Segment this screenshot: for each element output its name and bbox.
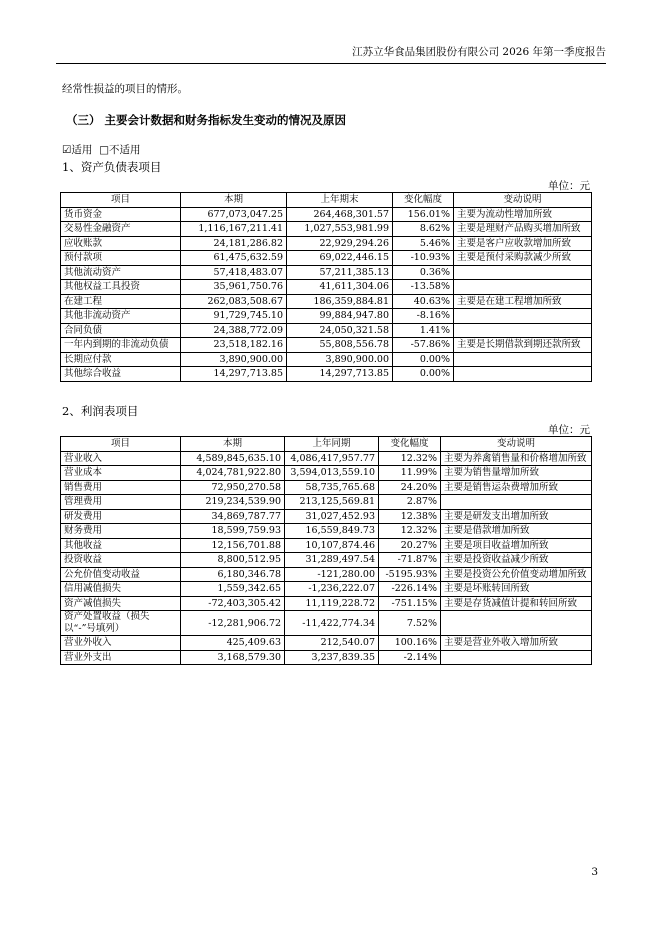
- item-cell: 应收账款: [61, 236, 181, 251]
- change-rate-cell: -226.14%: [379, 582, 441, 597]
- prior-value-cell: 3,890,900.00: [287, 352, 393, 367]
- change-rate-cell: 0.36%: [393, 265, 454, 280]
- table-row: [61, 495, 592, 510]
- item-cell: 资产减值损失: [61, 596, 181, 611]
- item-cell: 交易性金融资产: [61, 222, 181, 237]
- change-rate-cell: 40.63%: [393, 294, 454, 309]
- item-cell: 在建工程: [61, 294, 181, 309]
- change-rate-cell: -71.87%: [379, 553, 441, 568]
- table-row: [61, 338, 592, 353]
- prior-value-cell: 1,027,553,981.99: [287, 222, 393, 237]
- prior-value-cell: 213,125,569.81: [285, 495, 379, 510]
- explanation-cell: [441, 611, 592, 636]
- prior-value-cell: 58,735,765.68: [285, 480, 379, 495]
- table-row: [61, 309, 592, 324]
- explanation-cell: 主要是坏账转回所致: [441, 582, 592, 597]
- change-rate-cell: -8.16%: [393, 309, 454, 324]
- change-rate-cell: 100.16%: [379, 636, 441, 651]
- explanation-cell: 主要为销售量增加所致: [441, 466, 592, 481]
- explanation-cell: 主要是研发支出增加所致: [441, 509, 592, 524]
- change-rate-cell: 0.00%: [393, 367, 454, 382]
- change-rate-cell: 20.27%: [379, 538, 441, 553]
- current-value-cell: -72,403,305.42: [181, 596, 285, 611]
- item-cell: 研发费用: [61, 509, 181, 524]
- current-value-cell: 12,156,701.88: [181, 538, 285, 553]
- table-row: [61, 650, 592, 665]
- current-value-cell: 6,180,346.78: [181, 567, 285, 582]
- change-rate-cell: 0.00%: [393, 352, 454, 367]
- current-value-cell: -12,281,906.72: [181, 611, 285, 636]
- item-cell: 预付款项: [61, 251, 181, 266]
- current-value-cell: 677,073,047.25: [181, 207, 287, 222]
- item-cell: 长期应付款: [61, 352, 181, 367]
- current-value-cell: 3,168,579.30: [181, 650, 285, 665]
- column-header: 项目: [61, 437, 181, 452]
- change-rate-cell: -751.15%: [379, 596, 441, 611]
- current-value-cell: 8,800,512.95: [181, 553, 285, 568]
- current-value-cell: 61,475,632.59: [181, 251, 287, 266]
- item-cell: 营业外支出: [61, 650, 181, 665]
- current-value-cell: 3,890,900.00: [181, 352, 287, 367]
- change-rate-cell: 12.32%: [379, 451, 441, 466]
- item-cell: 合同负债: [61, 323, 181, 338]
- table-row: [61, 553, 592, 568]
- explanation-cell: [454, 265, 592, 280]
- explanation-cell: 主要是预付采购款减少所致: [454, 251, 592, 266]
- applicable-option: ☑适用: [62, 144, 93, 156]
- prior-value-cell: 3,594,013,559.10: [285, 466, 379, 481]
- explanation-cell: 主要是销售运杂费增加所致: [441, 480, 592, 495]
- item-cell: 其他收益: [61, 538, 181, 553]
- item-cell: 财务费用: [61, 524, 181, 539]
- change-rate-cell: 1.41%: [393, 323, 454, 338]
- current-value-cell: 34,869,787.77: [181, 509, 285, 524]
- table-row: [61, 207, 592, 222]
- table-row: [61, 451, 592, 466]
- prior-value-cell: -11,422,774.34: [285, 611, 379, 636]
- explanation-cell: 主要是借款增加所致: [441, 524, 592, 539]
- income-statement-table: [60, 436, 592, 665]
- change-rate-cell: -57.86%: [393, 338, 454, 353]
- explanation-cell: 主要是投资公允价值变动增加所致: [441, 567, 592, 582]
- prior-value-cell: 4,086,417,957.77: [285, 451, 379, 466]
- explanation-cell: [454, 367, 592, 382]
- prior-value-cell: 212,540.07: [285, 636, 379, 651]
- explanation-cell: [454, 323, 592, 338]
- explanation-cell: 主要是投资收益减少所致: [441, 553, 592, 568]
- prior-value-cell: 24,050,321.58: [287, 323, 393, 338]
- prior-value-cell: 10,107,874.46: [285, 538, 379, 553]
- column-header: 变化幅度: [393, 193, 454, 208]
- change-rate-cell: -10.93%: [393, 251, 454, 266]
- item-cell: 其他非流动资产: [61, 309, 181, 324]
- current-value-cell: 1,116,167,211.41: [181, 222, 287, 237]
- prior-value-cell: 186,359,884.81: [287, 294, 393, 309]
- current-value-cell: 425,409.63: [181, 636, 285, 651]
- item-cell: 销售费用: [61, 480, 181, 495]
- table-row: [61, 367, 592, 382]
- item-cell: 信用减值损失: [61, 582, 181, 597]
- item-cell: 管理费用: [61, 495, 181, 510]
- not-applicable-option: □不适用: [99, 144, 141, 156]
- change-rate-cell: 12.38%: [379, 509, 441, 524]
- prior-value-cell: 41,611,304.06: [287, 280, 393, 295]
- current-value-cell: 23,518,182.16: [181, 338, 287, 353]
- column-header: 本期: [181, 193, 287, 208]
- prior-value-cell: 55,808,556.78: [287, 338, 393, 353]
- table-row: [61, 596, 592, 611]
- balance-title: 1、资产负债表项目: [62, 160, 162, 174]
- prior-value-cell: 57,211,385.13: [287, 265, 393, 280]
- change-rate-cell: 11.99%: [379, 466, 441, 481]
- change-rate-cell: 24.20%: [379, 480, 441, 495]
- prior-value-cell: 264,468,301.57: [287, 207, 393, 222]
- column-header: 本期: [181, 437, 285, 452]
- explanation-cell: [454, 352, 592, 367]
- current-value-cell: 24,181,286.82: [181, 236, 287, 251]
- table-row: [61, 294, 592, 309]
- change-rate-cell: 5.46%: [393, 236, 454, 251]
- current-value-cell: 4,589,845,635.10: [181, 451, 285, 466]
- prior-value-cell: 99,884,947.80: [287, 309, 393, 324]
- explanation-cell: 主要是理财产品购买增加所致: [454, 222, 592, 237]
- item-cell: 一年内到期的非流动负债: [61, 338, 181, 353]
- current-value-cell: 35,961,750.76: [181, 280, 287, 295]
- current-value-cell: 18,599,759.93: [181, 524, 285, 539]
- item-cell: 其他综合收益: [61, 367, 181, 382]
- table-row: [61, 582, 592, 597]
- current-value-cell: 4,024,781,922.80: [181, 466, 285, 481]
- table-row: [61, 352, 592, 367]
- current-value-cell: 24,388,772.09: [181, 323, 287, 338]
- table-row: [61, 567, 592, 582]
- table-row: [61, 251, 592, 266]
- column-header: 上年同期: [285, 437, 379, 452]
- explanation-cell: [441, 650, 592, 665]
- explanation-cell: 主要是客户应收款增加所致: [454, 236, 592, 251]
- table-row: [61, 524, 592, 539]
- item-cell: 营业外收入: [61, 636, 181, 651]
- current-value-cell: 14,297,713.85: [181, 367, 287, 382]
- explanation-cell: [441, 495, 592, 510]
- table-row: [61, 466, 592, 481]
- balance-sheet-table: [60, 192, 592, 382]
- current-value-cell: 262,083,508.67: [181, 294, 287, 309]
- change-rate-cell: 7.52%: [379, 611, 441, 636]
- prior-value-cell: -121,280.00: [285, 567, 379, 582]
- explanation-cell: 主要为流动性增加所致: [454, 207, 592, 222]
- item-cell: 资产处置收益（损失以“-”号填列）: [61, 611, 181, 636]
- table-row: [61, 611, 592, 636]
- current-value-cell: 91,729,745.10: [181, 309, 287, 324]
- table-row: [61, 280, 592, 295]
- current-value-cell: 219,234,539.90: [181, 495, 285, 510]
- prior-value-cell: 31,289,497.54: [285, 553, 379, 568]
- column-header: 变动说明: [454, 193, 592, 208]
- explanation-cell: 主要为养禽销售量和价格增加所致: [441, 451, 592, 466]
- change-rate-cell: -2.14%: [379, 650, 441, 665]
- income-unit: 单位：元: [548, 424, 590, 436]
- current-value-cell: 57,418,483.07: [181, 265, 287, 280]
- table-row: [61, 538, 592, 553]
- column-header: 变化幅度: [379, 437, 441, 452]
- item-cell: 营业收入: [61, 451, 181, 466]
- prior-value-cell: 31,027,452.93: [285, 509, 379, 524]
- item-cell: 营业成本: [61, 466, 181, 481]
- table-row: [61, 236, 592, 251]
- current-value-cell: 72,950,270.58: [181, 480, 285, 495]
- applicability: [62, 142, 141, 157]
- prior-value-cell: 14,297,713.85: [287, 367, 393, 382]
- explanation-cell: 主要是在建工程增加所致: [454, 294, 592, 309]
- table-row: [61, 509, 592, 524]
- item-cell: 其他权益工具投资: [61, 280, 181, 295]
- explanation-cell: 主要是存货减值计提和转回所致: [441, 596, 592, 611]
- explanation-cell: [454, 309, 592, 324]
- intro-text: 经常性损益的项目的情形。: [62, 83, 188, 95]
- prior-value-cell: 16,559,849.73: [285, 524, 379, 539]
- change-rate-cell: 8.62%: [393, 222, 454, 237]
- page-header: 江苏立华食品集团股份有限公司 2026 年第一季度报告: [56, 44, 606, 64]
- current-value-cell: 1,559,342.65: [181, 582, 285, 597]
- change-rate-cell: -5195.93%: [379, 567, 441, 582]
- column-header: 上年期末: [287, 193, 393, 208]
- explanation-cell: [454, 280, 592, 295]
- change-rate-cell: 2.87%: [379, 495, 441, 510]
- section-heading: （三） 主要会计数据和财务指标发生变动的情况及原因: [66, 113, 347, 127]
- prior-value-cell: 22,929,294.26: [287, 236, 393, 251]
- item-cell: 货币资金: [61, 207, 181, 222]
- table-row: [61, 480, 592, 495]
- explanation-cell: 主要是营业外收入增加所致: [441, 636, 592, 651]
- column-header: 变动说明: [441, 437, 592, 452]
- table-row: [61, 323, 592, 338]
- explanation-cell: 主要是长期借款到期还款所致: [454, 338, 592, 353]
- explanation-cell: 主要是项目收益增加所致: [441, 538, 592, 553]
- prior-value-cell: -1,236,222.07: [285, 582, 379, 597]
- page-number: 3: [591, 866, 598, 878]
- item-cell: 投资收益: [61, 553, 181, 568]
- prior-value-cell: 3,237,839.35: [285, 650, 379, 665]
- prior-value-cell: 69,022,446.15: [287, 251, 393, 266]
- change-rate-cell: 156.01%: [393, 207, 454, 222]
- balance-unit: 单位：元: [548, 180, 590, 192]
- change-rate-cell: -13.58%: [393, 280, 454, 295]
- income-title: 2、利润表项目: [62, 404, 139, 418]
- table-row: [61, 222, 592, 237]
- column-header: 项目: [61, 193, 181, 208]
- prior-value-cell: 11,119,228.72: [285, 596, 379, 611]
- item-cell: 公允价值变动收益: [61, 567, 181, 582]
- table-row: [61, 265, 592, 280]
- table-row: [61, 636, 592, 651]
- change-rate-cell: 12.32%: [379, 524, 441, 539]
- item-cell: 其他流动资产: [61, 265, 181, 280]
